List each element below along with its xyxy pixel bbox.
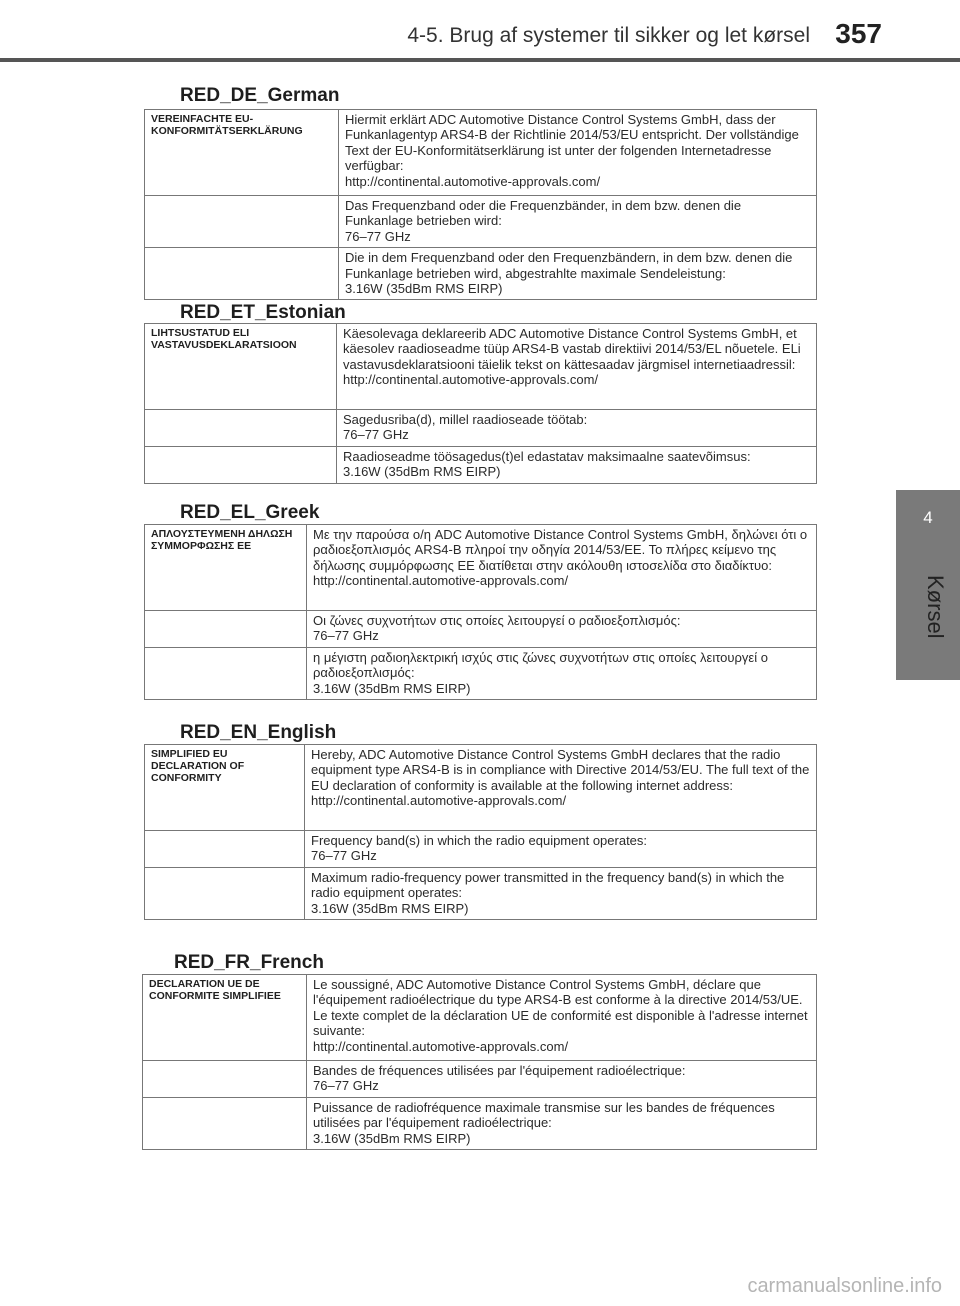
row-text: Das Frequenzband oder die Frequenzbänder, in dem bzw. denen die Funkanlage betrieben wird: 76–77 GHz xyxy=(339,196,817,248)
row-text: Με την παρούσα ο/η ADC Automotive Distance Control Systems GmbH, δηλώνει ότι ο ραδιοεξοπλισμός ARS4-B πληροί την οδηγία 2014/53/ΕΕ. Το πλήρες κείμενο της δήλωσης συμμόρφωσης ΕΕ διατίθεται στην ακόλουθη ιστοσελίδα στο διαδίκτυο: http://continental.automotive-approvals.com/ xyxy=(307,525,817,611)
declaration-table-el xyxy=(144,524,817,700)
table-row xyxy=(145,410,817,447)
row-label xyxy=(145,248,339,300)
table-row xyxy=(145,324,817,410)
row-text: Οι ζώνες συχνοτήτων στις οποίες λειτουργεί ο ραδιοεξοπλισμός: 76–77 GHz xyxy=(307,611,817,648)
row-text: Maximum radio-frequency power transmitted in the frequency band(s) in which the radio equipment operates: 3.16W (35dBm RMS EIRP) xyxy=(305,867,817,919)
table-row xyxy=(143,1097,817,1149)
table-row xyxy=(145,110,817,196)
row-label xyxy=(145,647,307,699)
table-row xyxy=(145,867,817,919)
table-row xyxy=(143,975,817,1061)
row-label: VEREINFACHTE EU-KONFORMITÄTSERKLÄRUNG xyxy=(145,110,339,196)
chapter-title: 4-5. Brug af systemer til sikker og let kørsel xyxy=(407,24,810,47)
row-text: Bandes de fréquences utilisées par l'équipement radioélectrique: 76–77 GHz xyxy=(307,1061,817,1098)
declaration-table-de xyxy=(144,109,817,300)
table-row xyxy=(145,525,817,611)
row-label xyxy=(145,196,339,248)
row-label xyxy=(145,867,305,919)
row-text: Frequency band(s) in which the radio equipment operates: 76–77 GHz xyxy=(305,831,817,868)
row-text: Hiermit erklärt ADC Automotive Distance Control Systems GmbH, dass der Funkanlagentyp ARS4-B der Richtlinie 2014/53/EU entspricht. Der vollständige Text der EU-Konformitätserklärung ist unter der folgenden Internetadresse verfügbar: http://continental.automotive-approvals.com/ xyxy=(339,110,817,196)
table-row xyxy=(145,611,817,648)
row-label: DECLARATION UE DE CONFORMITE SIMPLIFIEE xyxy=(143,975,307,1061)
section-title-el: RED_EL_Greek xyxy=(180,502,320,523)
site-watermark: carmanualsonline.info xyxy=(747,1275,942,1297)
table-row xyxy=(145,647,817,699)
row-text: Le soussigné, ADC Automotive Distance Control Systems GmbH, déclare que l'équipement radioélectrique du type ARS4-B est conforme à la directive 2014/53/UE. Le texte complet de la déclaration UE de conformité est disponible à l'adresse internet suivante: http://continental.automotive-approvals.com/ xyxy=(307,975,817,1061)
section-title-fr: RED_FR_French xyxy=(174,952,324,973)
declaration-table-en xyxy=(144,744,817,920)
row-text: Sagedusriba(d), millel raadioseade töötab: 76–77 GHz xyxy=(337,410,817,447)
table-row xyxy=(145,196,817,248)
table-row xyxy=(145,248,817,300)
chapter-tab-number: 4 xyxy=(923,508,933,527)
row-label: ΑΠΛΟΥΣΤΕΥΜΕΝΗ ΔΗΛΩΣΗ ΣΥΜΜΟΡΦΩΣΗΣ ΕΕ xyxy=(145,525,307,611)
row-text: Raadioseadme töösagedus(t)el edastatav maksimaalne saatevõimsus: 3.16W (35dBm RMS EIRP) xyxy=(337,446,817,483)
row-text: Puissance de radiofréquence maximale transmise sur les bandes de fréquences utilisées par l'équipement radioélectrique: 3.16W (35dBm RMS EIRP) xyxy=(307,1097,817,1149)
row-text: Die in dem Frequenzband oder den Frequenzbändern, in dem bzw. denen die Funkanlage betrieben wird, abgestrahlte maximale Sendeleistung: 3.16W (35dBm RMS EIRP) xyxy=(339,248,817,300)
row-label xyxy=(145,446,337,483)
row-text: η μέγιστη ραδιοηλεκτρική ισχύς στις ζώνες συχνοτήτων στις οποίες λειτουργεί ο ραδιοεξοπλισμός: 3.16W (35dBm RMS EIRP) xyxy=(307,647,817,699)
chapter-side-label xyxy=(896,575,960,685)
row-label xyxy=(145,611,307,648)
row-label: LIHTSUSTATUD ELI VASTAVUSDEKLARATSIOON xyxy=(145,324,337,410)
row-label xyxy=(145,410,337,447)
chapter-tab-label: Kørsel xyxy=(923,575,948,639)
table-row xyxy=(143,1061,817,1098)
row-text: Hereby, ADC Automotive Distance Control Systems GmbH declares that the radio equipment type ARS4-B is in compliance with Directive 2014/53/EU. The full text of the EU declaration of conformity is available at the following internet address: http://continental.automotive-approvals.com/ xyxy=(305,745,817,831)
row-label xyxy=(143,1061,307,1098)
section-title-et: RED_ET_Estonian xyxy=(180,302,346,323)
declaration-table-fr xyxy=(142,974,817,1150)
row-label xyxy=(145,831,305,868)
section-title-en: RED_EN_English xyxy=(180,722,337,743)
declaration-table-et xyxy=(144,323,817,484)
row-label: SIMPLIFIED EU DECLARATION OF CONFORMITY xyxy=(145,745,305,831)
table-row xyxy=(145,745,817,831)
header-rule xyxy=(0,58,960,62)
row-text: Käesolevaga deklareerib ADC Automotive Distance Control Systems GmbH, et käesolev raadioseadme tüüp ARS4-B vastab direktiivi 2014/53/EL nõuetele. ELi vastavusdeklaratsiooni täielik tekst on kättesaadav järgmisel internetiaadressil: http://continental.automotive-approvals.com/ xyxy=(337,324,817,410)
page-number: 357 xyxy=(835,18,882,49)
row-label xyxy=(143,1097,307,1149)
table-row xyxy=(145,831,817,868)
table-row xyxy=(145,446,817,483)
page-header xyxy=(0,0,960,62)
section-title-de: RED_DE_German xyxy=(180,85,340,106)
